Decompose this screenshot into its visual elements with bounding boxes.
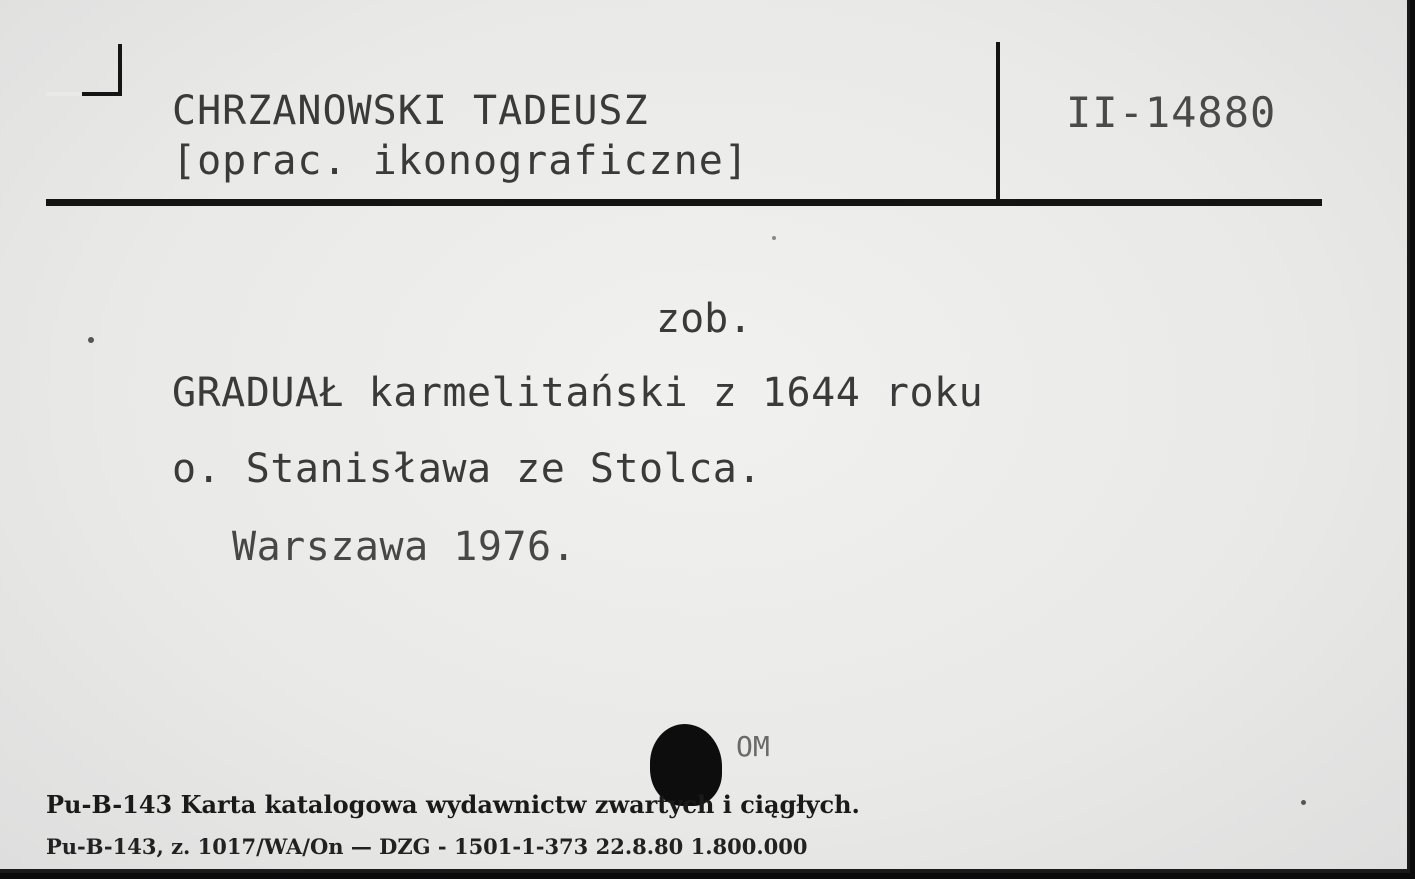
- speck: [772, 236, 776, 240]
- form-line: Pu-B-143 Karta katalogowa wydawnictw zwartych i ciągłych.: [46, 790, 860, 819]
- header-divider: [996, 42, 1000, 202]
- speck: [88, 337, 94, 343]
- see-label: zob.: [656, 296, 753, 342]
- title-line-2: o. Stanisława ze Stolca.: [172, 446, 762, 492]
- header-rule: [46, 199, 1322, 206]
- title-line-1: GRADUAŁ karmelitański z 1644 roku: [172, 370, 984, 416]
- call-number: II-14880: [1066, 88, 1277, 137]
- corner-mark: [46, 44, 122, 96]
- speck: [1301, 800, 1306, 805]
- imprint: Warszawa 1976.: [232, 524, 577, 570]
- author-name: CHRZANOWSKI TADEUSZ: [172, 88, 649, 134]
- author-role: [oprac. ikonograficzne]: [172, 138, 749, 184]
- stamp-mark: MO: [736, 730, 770, 763]
- print-line: Pu-B-143, z. 1017/WA/On — DZG - 1501-1-373 22.8.80 1.800.000: [46, 834, 808, 859]
